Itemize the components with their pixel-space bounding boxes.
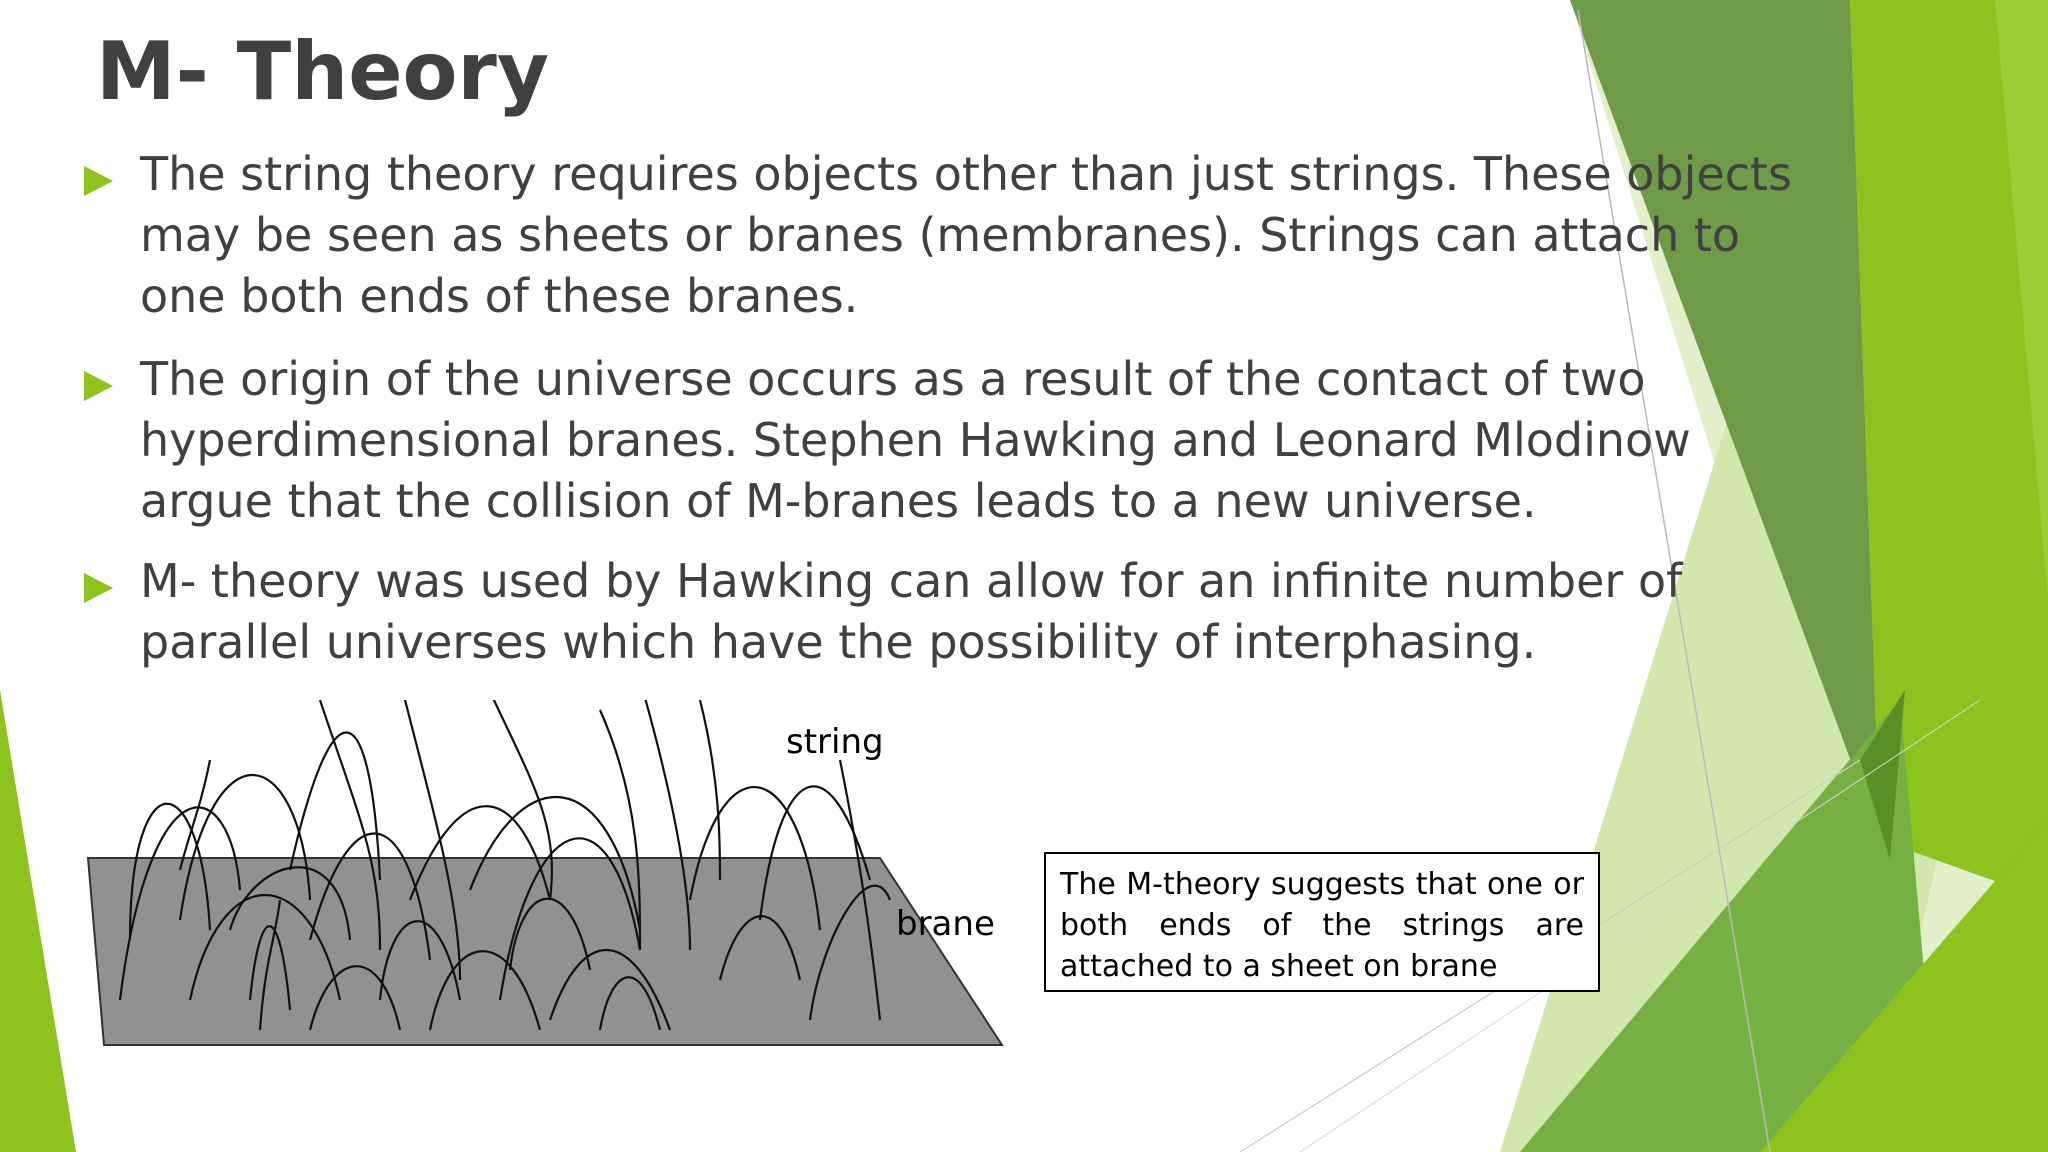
caption-box: The M-theory suggests that one or both ends of the strings are attached to a sheet on brane (1044, 852, 1600, 992)
bullet-text: The string theory requires objects other than just strings. These objects may be seen as sheets or branes (membranes). Strings can attach to one both ends of these branes. (140, 147, 1793, 323)
triangle-bullet-icon (84, 371, 113, 401)
bullet-item (84, 349, 1824, 532)
triangle-bullet-icon (84, 166, 113, 196)
brane-sheet (88, 858, 1002, 1045)
brane-label: brane (896, 904, 995, 944)
triangle-bullet-icon (84, 573, 113, 603)
bullet-item (84, 551, 1824, 673)
bullet-item (84, 144, 1824, 327)
string-label: string (786, 722, 884, 762)
string-arc (700, 700, 720, 880)
brane-strings-illustration (80, 700, 1040, 1060)
slide-title: M- Theory (96, 25, 550, 118)
left-accent-shape (0, 690, 76, 1152)
bullet-text: The origin of the universe occurs as a result of the contact of two hyperdimensional branes. Stephen Hawking and Leonard Mlodinow argue that the collision of M-branes leads to a new universe. (140, 352, 1691, 528)
bullet-list (84, 144, 1824, 695)
bullet-text: M- theory was used by Hawking can allow for an infinite number of parallel universes which have the possibility of interphasing. (140, 554, 1683, 669)
